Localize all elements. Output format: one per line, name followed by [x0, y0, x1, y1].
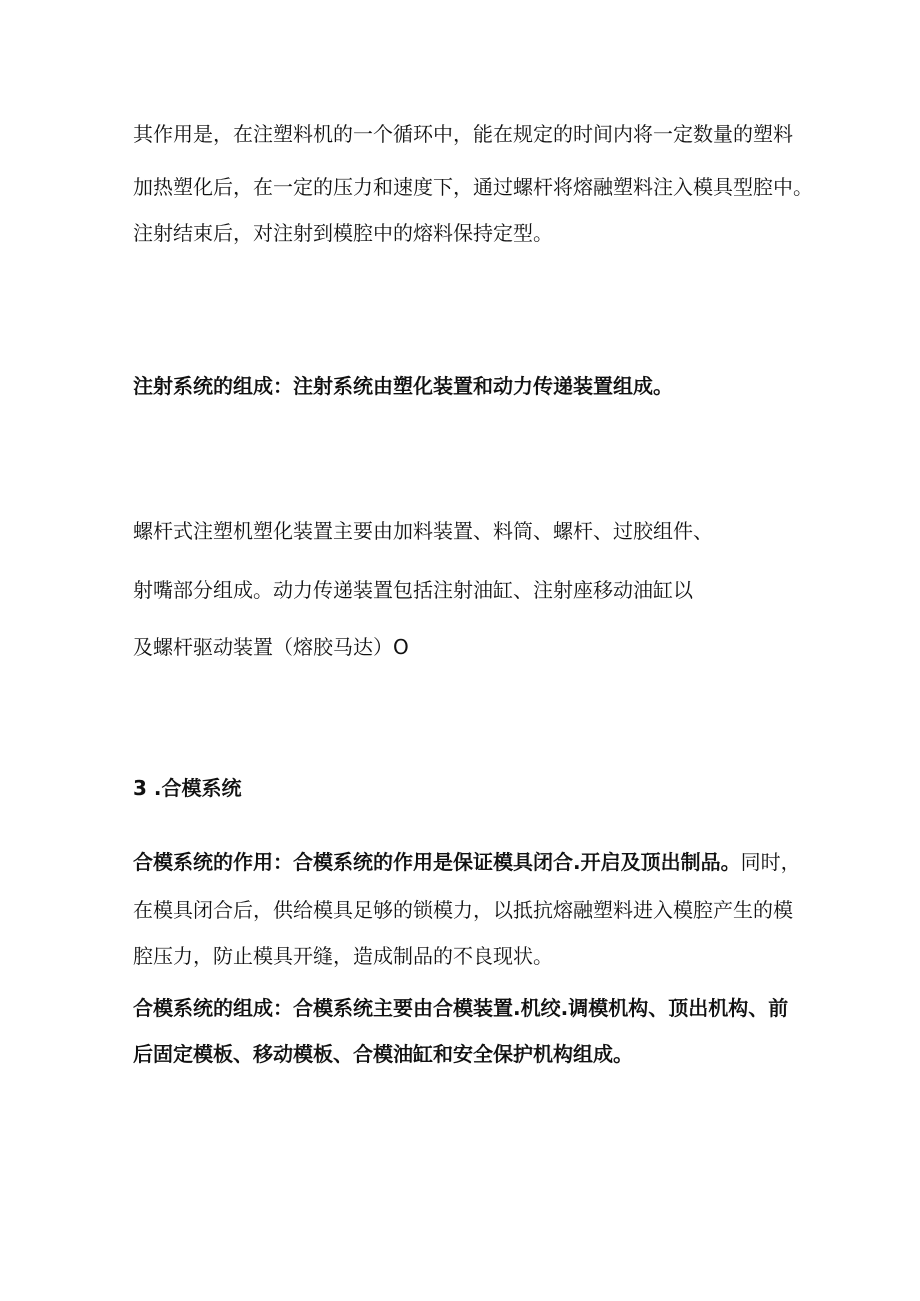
paragraph-2-line-3: 及螺杆驱动装置（熔胶马达）O — [133, 635, 409, 659]
paragraph-2-line-2: 射嘴部分组成。动力传递装置包括注射油缸、注射座移动油缸以 — [133, 578, 693, 602]
section-3-title: 3 .合模系统 — [133, 776, 242, 800]
paragraph-4-line-1: 合模系统的组成：合模系统主要由合模装置.机绞.调模机构、顶出机构、前 — [133, 996, 789, 1020]
clamping-function-bold: 合模系统的作用：合模系统的作用是保证模具闭合.开启及顶出制品。 — [133, 850, 741, 874]
paragraph-1-line-1: 其作用是，在注塑料机的一个循环中，能在规定的时间内将一定数量的塑料 — [133, 122, 793, 146]
clamping-function-rest: 同时， — [740, 850, 801, 874]
paragraph-3-line-2: 在模具闭合后，供给模具足够的锁模力，以抵抗熔融塑料进入模腔产生的模 — [133, 898, 793, 922]
paragraph-3-line-3: 腔压力，防止模具开缝，造成制品的不良现状。 — [133, 944, 553, 968]
paragraph-3-line-1 — [133, 850, 801, 874]
paragraph-2-line-1: 螺杆式注塑机塑化装置主要由加料装置、料筒、螺杆、过胶组件、 — [133, 519, 713, 543]
heading-injection-system-composition: 注射系统的组成：注射系统由塑化装置和动力传递装置组成。 — [133, 374, 673, 398]
paragraph-4-line-2: 后固定模板、移动模板、合模油缸和安全保护机构组成。 — [133, 1042, 633, 1066]
paragraph-1-line-3: 注射结束后，对注射到模腔中的熔料保持定型。 — [133, 221, 553, 245]
paragraph-1-line-2: 加热塑化后，在一定的压力和速度下，通过螺杆将熔融塑料注入模具型腔中。 — [133, 175, 813, 199]
